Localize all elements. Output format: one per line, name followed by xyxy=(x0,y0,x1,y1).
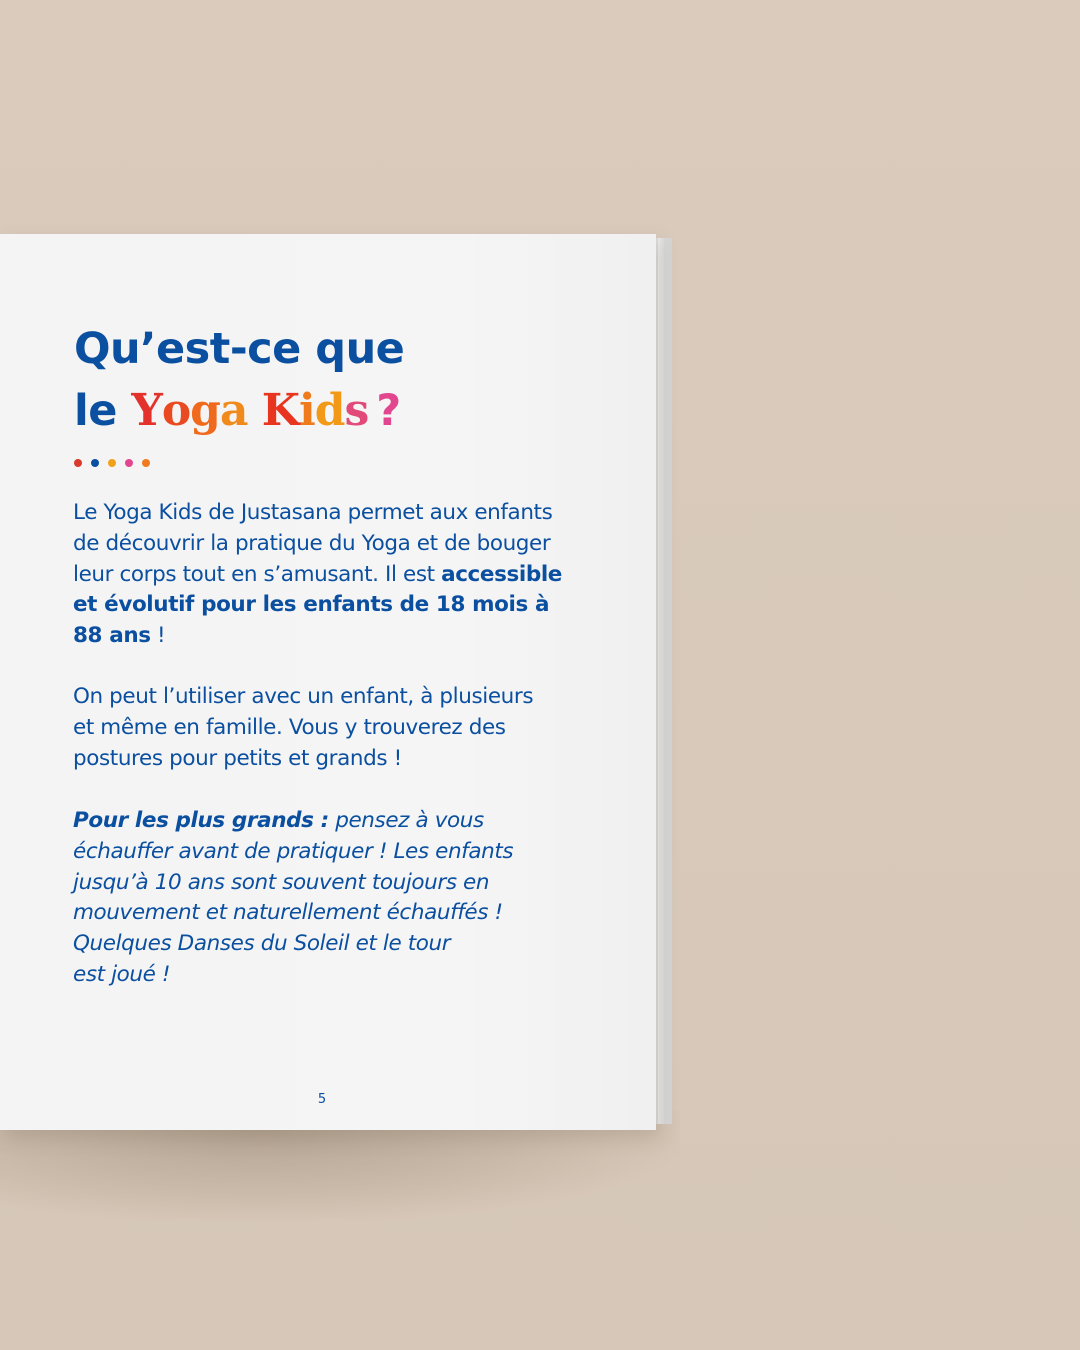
paragraph-emphasis: accessible xyxy=(441,561,562,587)
title-line-1: Qu’est-ce que xyxy=(74,324,405,374)
brand-letter: i xyxy=(299,385,315,436)
brand-letter: s xyxy=(344,385,369,436)
paragraph-tip xyxy=(73,806,593,991)
paragraph-text: leur corps tout en s’amusant. Il est xyxy=(73,561,442,587)
decorative-dot xyxy=(91,459,99,467)
brand-letter: K xyxy=(261,385,300,436)
paragraph-line: mouvement et naturellement échauffés ! xyxy=(73,900,503,926)
paragraph-line: de découvrir la pratique du Yoga et de bouger xyxy=(73,530,551,556)
brand-letter: Y xyxy=(131,385,162,436)
paragraph-line: jusqu’à 10 ans sont souvent toujours en xyxy=(73,869,490,895)
paragraph-line xyxy=(73,621,593,652)
decorative-dot xyxy=(142,459,150,467)
title-question-mark: ? xyxy=(376,386,401,436)
paragraph-line: et même en famille. Vous y trouverez des xyxy=(73,714,506,740)
brand-letter: d xyxy=(314,385,345,436)
paragraph-emphasis: 88 ans xyxy=(73,623,151,649)
tip-heading: Pour les plus grands : xyxy=(73,808,329,833)
title-line-2 xyxy=(74,380,404,442)
decorative-dot xyxy=(74,459,82,467)
paragraph-line: Quelques Danses du Soleil et le tour xyxy=(73,931,451,957)
page-number: 5 xyxy=(317,1092,327,1107)
brand-letter xyxy=(247,380,261,442)
decorative-dots xyxy=(74,459,150,467)
brand-letter: o xyxy=(161,385,191,436)
paragraph-line: On peut l’utiliser avec un enfant, à plusieurs xyxy=(73,684,534,709)
paragraph-text: ! xyxy=(150,623,166,649)
paragraph-line: échauffer avant de pratiquer ! Les enfants xyxy=(73,838,514,864)
paragraph-line xyxy=(73,806,593,837)
yoga-kids-brand-wordmark xyxy=(131,385,368,436)
brand-letter: g xyxy=(190,385,220,436)
decorative-dot xyxy=(125,459,133,467)
page-title xyxy=(74,318,404,442)
paragraph-emphasis-line: et évolutif pour les enfants de 18 mois à xyxy=(73,592,550,618)
brand-letter: a xyxy=(219,385,248,436)
paragraph-line xyxy=(73,560,593,591)
paragraph-line: Le Yoga Kids de Justasana permet aux enfants xyxy=(73,500,553,525)
paragraph-line: est joué ! xyxy=(73,961,171,987)
title-prefix: le xyxy=(74,386,117,436)
paragraph-usage xyxy=(73,682,593,774)
paragraph-intro xyxy=(73,498,593,652)
paragraph-line: postures pour petits et grands ! xyxy=(73,745,402,771)
decorative-dot xyxy=(108,459,116,467)
paragraph-text: pensez à vous xyxy=(328,808,484,833)
